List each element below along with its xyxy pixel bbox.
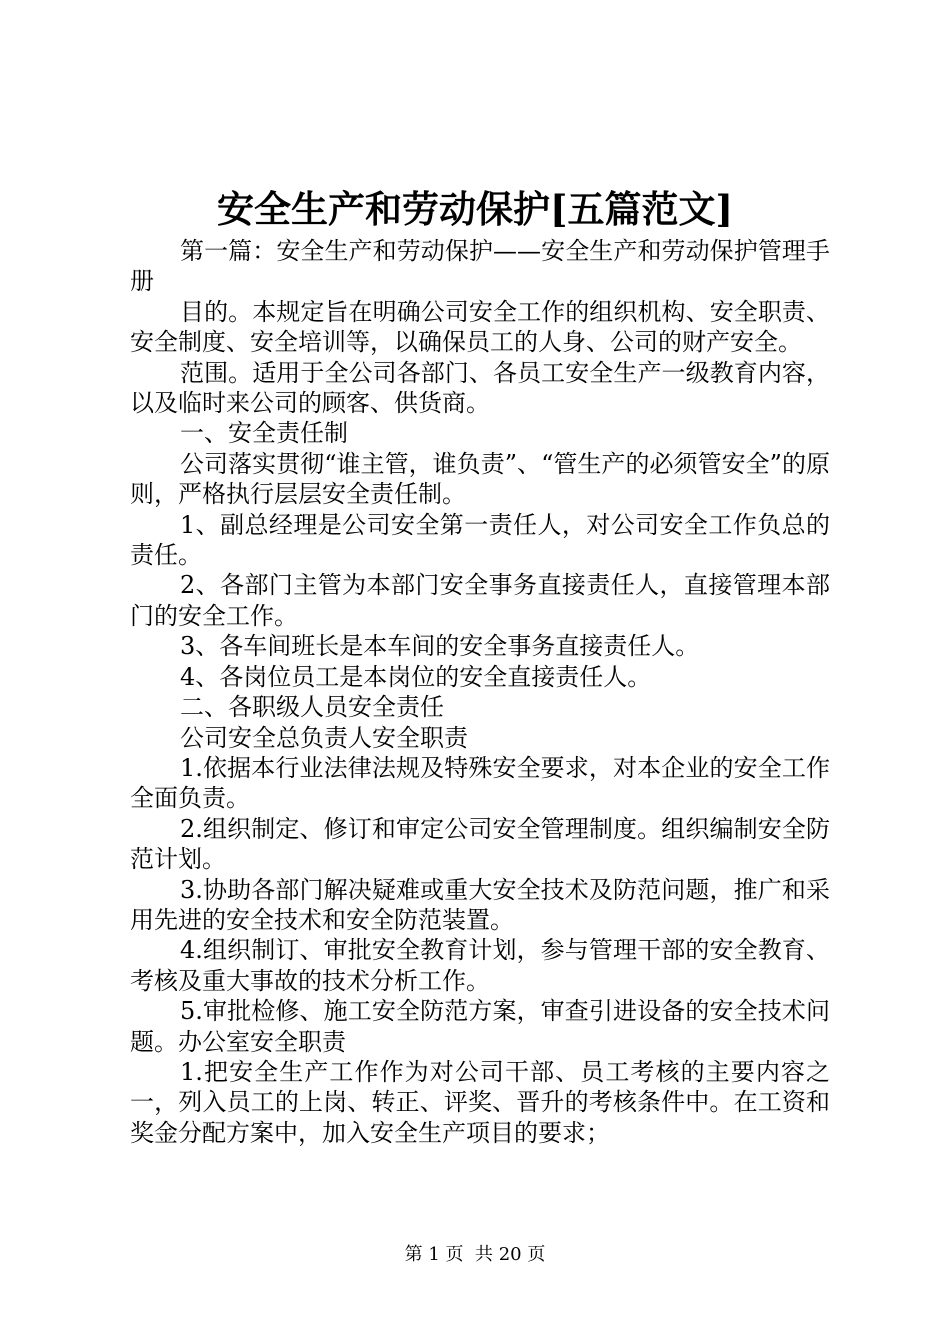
list-item: 2、各部门主管为本部门安全事务直接责任人，直接管理本部门的安全工作。: [130, 571, 830, 630]
section-heading: 一、安全责任制: [180, 419, 348, 448]
page-number: 第 1 页 共 20 页: [404, 1244, 546, 1265]
list-item: 4、各岗位员工是本岗位的安全直接责任人。: [180, 662, 652, 691]
document-title: 安全生产和劳动保护[五篇范文]: [216, 187, 733, 231]
page-footer: [0, 1240, 950, 1266]
paragraph: 第一篇：安全生产和劳动保护——安全生产和劳动保护管理手册: [130, 237, 830, 296]
list-item: 1.依据本行业法律法规及特殊安全要求，对本企业的安全工作全面负责。: [130, 753, 830, 813]
paragraph: 范围。适用于全公司各部门、各员工安全生产一级教育内容，以及临时来公司的顾客、供货商。: [130, 358, 830, 418]
list-item: 2.组织制定、修订和审定公司安全管理制度。组织编制安全防范计划。: [130, 814, 830, 874]
subsection-heading: 公司安全总负责人安全职责: [180, 723, 468, 752]
list-item: 3、各车间班长是本车间的安全事务直接责任人。: [180, 632, 700, 661]
list-item: 3.协助各部门解决疑难或重大安全技术及防范问题，推广和采用先进的安全技术和安全防范装置。: [130, 875, 830, 934]
list-item: 4.组织制订、审批安全教育计划，参与管理干部的安全教育、考核及重大事故的技术分析工作。: [130, 936, 830, 995]
paragraph: 目的。本规定旨在明确公司安全工作的组织机构、安全职责、安全制度、安全培训等，以确保员工的人身、公司的财产安全。: [130, 297, 830, 357]
list-item: 1、副总经理是公司安全第一责任人，对公司安全工作负总的责任。: [130, 510, 830, 570]
section-heading: 二、各职级人员安全责任: [180, 693, 444, 722]
list-item: 5.审批检修、施工安全防范方案，审查引进设备的安全技术问题。办公室安全职责: [130, 997, 830, 1056]
document-body: [130, 236, 830, 1148]
list-item: 1.把安全生产工作作为对公司干部、员工考核的主要内容之一，列入员工的上岗、转正、评奖、晋升的考核条件中。在工资和奖金分配方案中，加入安全生产项目的要求；: [130, 1057, 830, 1147]
paragraph: 公司落实贯彻“谁主管，谁负责”、“管生产的必须管安全”的原则，严格执行层层安全责任制。: [130, 449, 830, 509]
